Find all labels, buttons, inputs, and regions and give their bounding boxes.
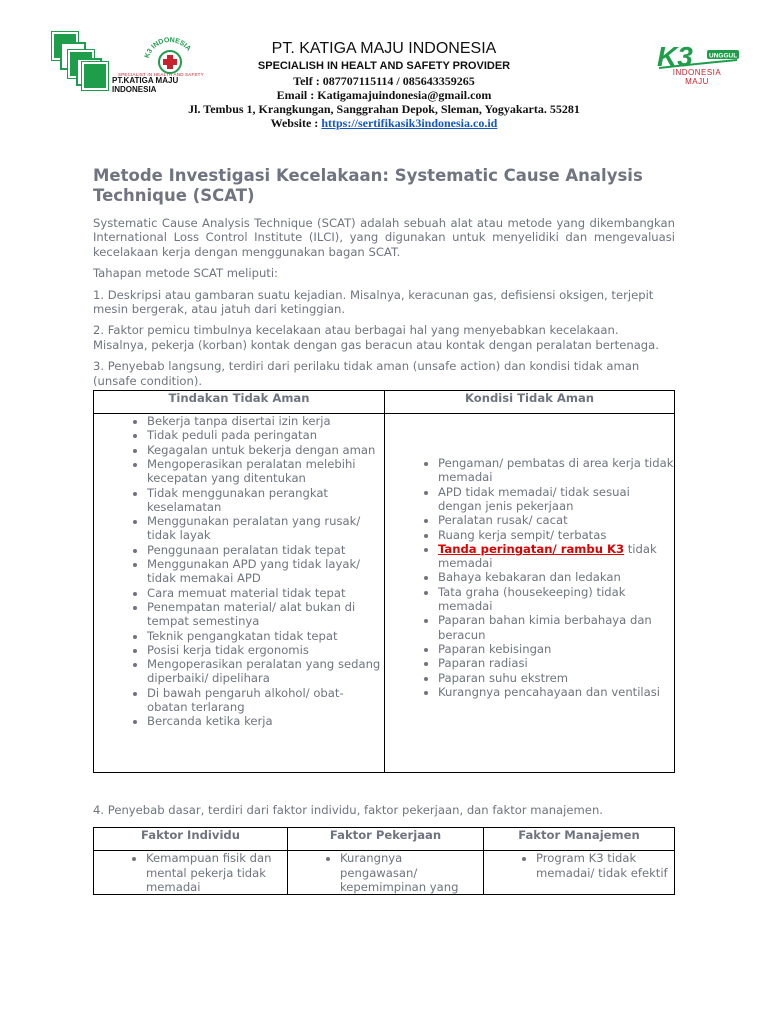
list-item: • Paparan bahan kimia berbahaya dan beracun [438,613,674,642]
unsafe-conditions-cell [385,414,675,773]
step-1: 1. Deskripsi atau gambaran suatu kejadian. Misalnya, keracunan gas, defisiensi oksigen, terjepit mesin bergerak, atau jatuh dari ketinggian. [93,287,654,317]
seal-company-name: PT.KATIGA MAJU INDONESIA [112,76,179,94]
job-cell [288,851,484,895]
list-item: • Paparan radiasi [438,656,674,670]
header-unsafe-actions: Tindakan Tidak Aman [94,391,385,414]
list-item-signs: • Tanda peringatan/ rambu K3 tidak memadai [438,542,674,571]
list-item: • Pengaman/ pembatas di area kerja tidak memadai [438,456,674,485]
list-item: • Tidak peduli pada peringatan [147,428,384,442]
direct-causes-table [93,390,675,773]
list-item: • Menggunakan peralatan yang rusak/ tidak layak [147,514,384,543]
list-item: • Kurangnya pengawasan/ kepemimpinan yang [340,851,483,894]
header-management: Faktor Manajemen [484,828,675,851]
list-item: • Bercanda ketika kerja [147,714,384,728]
list-item: • Tidak menggunakan perangkat keselamatan [147,486,384,515]
company-tagline: SPECIALISH IN HEALT AND SAFETY PROVIDER [257,60,511,72]
k3-signs-link[interactable]: Tanda peringatan/ rambu K3 [438,541,625,556]
header-individual: Faktor Individu [94,828,288,851]
list-item: • Kurangnya pencahayaan dan ventilasi [438,685,674,699]
k3-logo-caption: INDONESIA MAJU [672,68,722,86]
list-item: • Ruang kerja sempit/ terbatas [438,528,674,542]
company-phone: Telf : 087707115114 / 085643359265 [293,74,475,88]
website-link[interactable]: https://sertifikasik3indonesia.co.id [321,116,498,130]
list-item: • Paparan suhu ekstrem [438,671,674,685]
list-item: • Kemampuan fisik dan mental pekerja tidak memadai [146,851,287,894]
list-item: • Program K3 tidak memadai/ tidak efektif [536,851,674,880]
header-unsafe-conditions: Kondisi Tidak Aman [385,391,675,414]
management-cell [484,851,675,895]
list-item: • Mengoperasikan peralatan yang sedang diperbaiki/ dipelihara [147,657,384,686]
header-job: Faktor Pekerjaan [288,828,484,851]
company-email: Email : Katigamajuindonesia@gmail.com [276,88,492,102]
list-item: • Cara memuat material tidak tepat [147,586,384,600]
company-address: Jl. Tembus 1, Krangkungan, Sanggrahan Depok, Sleman, Yogyakarta. 55281 [188,102,580,116]
k3-logo-text: K3 [657,41,693,72]
unsafe-conditions-list [385,414,674,699]
k3-logo-badge: UNGGUL [709,52,738,60]
list-item: • Posisi kerja tidak ergonomis [147,643,384,657]
list-item: • Penempatan material/ alat bukan di tempat semestinya [147,600,384,629]
list-item: • Penggunaan peralatan tidak tepat [147,543,384,557]
steps-intro: Tahapan metode SCAT meliputi: [93,266,278,281]
seal-arc-text: K3 INDONESIA [143,36,192,60]
step-4: 4. Penyebab dasar, terdiri dari faktor individu, faktor pekerjaan, dan faktor manajemen. [93,803,603,818]
list-item: • Bekerja tanpa disertai izin kerja [147,414,384,428]
list-item: • Paparan kebisingan [438,642,674,656]
list-item: • Peralatan rusak/ cacat [438,513,674,527]
article-title: Metode Investigasi Kecelakaan: Systematic Cause Analysis Technique (SCAT) [93,166,643,205]
individual-cell [94,851,288,895]
list-item: • Di bawah pengaruh alkohol/ obat-obatan terlarang [147,686,384,715]
list-item: • Tata graha (housekeeping) tidak memadai [438,585,674,614]
unsafe-actions-cell [94,414,385,773]
list-item: • Bahaya kebakaran dan ledakan [438,570,674,584]
unsafe-actions-list [94,414,384,729]
list-item: • Teknik pengangkatan tidak tepat [147,629,384,643]
website-label: Website : [270,116,322,130]
letterhead [0,0,768,135]
basic-causes-table [93,827,675,895]
article [93,166,675,895]
list-item: • Kegagalan untuk bekerja dengan aman [147,443,384,457]
company-name: PT. KATIGA MAJU INDONESIA [271,40,497,57]
list-item: • Menggunakan APD yang tidak layak/ tidak memakai APD [147,557,384,586]
list-item: • APD tidak memadai/ tidak sesuai dengan jenis pekerjaan [438,485,674,514]
list-item: • Mengoperasikan peralatan melebihi kecepatan yang ditentukan [147,457,384,486]
step-3: 3. Penyebab langsung, terdiri dari perilaku tidak aman (unsafe action) dan kondisi tidak aman (unsafe condition). [93,359,640,388]
company-website [0,116,768,131]
step-2: 2. Faktor pemicu timbulnya kecelakaan atau berbagai hal yang menyebabkan kecelakaan. Misalnya, pekerja (korban) kontak dengan gas beracun atau kontak dengan peralatan bertenaga. [93,323,659,352]
seal-caption: SPECIALIST IN HEALTH AND SAFETY [118,72,204,77]
intro-paragraph: Systematic Cause Analysis Technique (SCAT) adalah sebuah alat atau metode yang dikembangkan International Loss Control Institute (ILCI), yang digunakan untuk menyelidiki dan mengevaluasi kecelakaan kerja dengan menggunakan bagan SCAT. [93,216,675,259]
